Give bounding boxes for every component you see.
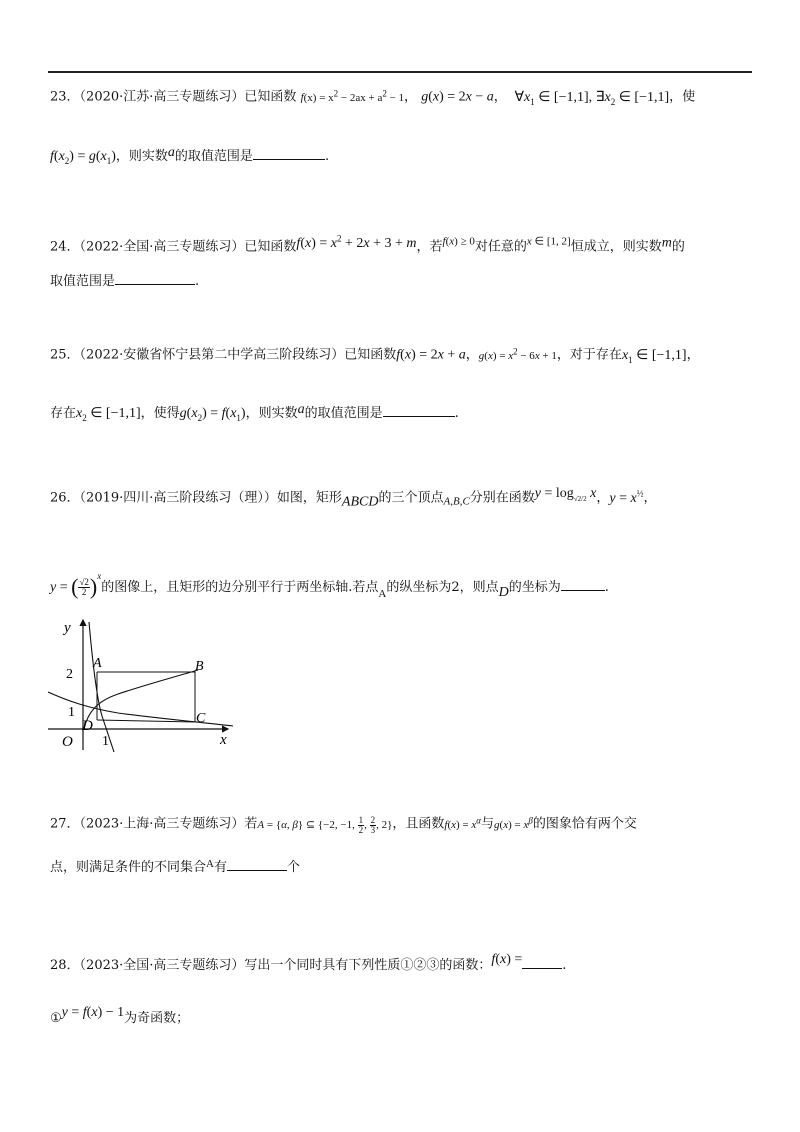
formula: $y = x^{\frac{1}{2}}$ — [609, 488, 644, 506]
formula: x ∈ [1, 2] — [526, 235, 571, 248]
formula: y = f(x) − 1 — [61, 1005, 125, 1020]
problem-source: （2019·四川·高三阶段练习（理）） — [79, 490, 277, 506]
label-a: A — [93, 656, 102, 671]
label-tick-y1: 1 — [68, 705, 75, 720]
problem-27-line-2: 点，则满足条件的不同集合$^A$有 个 — [50, 858, 300, 875]
problem-number: 26． — [50, 490, 80, 506]
problem-25-line-1: 25．（2022·安徽省怀宁县第二中学高三阶段练习）已知函数f(x) = 2x + a，$g(x) = x^2 - 6x + 1$，对于存在$x_1$ ∈ [−1,1]， — [50, 346, 700, 365]
problem-23-line-1: 23．（2020·江苏·高三专题练习）已知函数 $f(x) = x^2 - 2ax + a^2 - 1$， g(x) = 2x − a， $\forall x_1$ ∈ [−1,1], $\exists x_2$ ∈ [−1,1]，使 — [50, 88, 696, 107]
problem-source: （2022·全国·高三专题练习） — [79, 239, 245, 255]
problem-source: （2022·安徽省怀宁县第二中学高三阶段练习） — [79, 347, 345, 363]
problem-23-line-2: $f(x_2) = g(x_1)$，则实数a的取值范围是 . — [50, 145, 330, 166]
problem-source: （2020·江苏·高三专题练习） — [79, 89, 245, 105]
formula: $f(x) = x^\alpha$ — [444, 815, 482, 831]
problem-24-line-2: 取值范围是 . — [50, 274, 200, 289]
formula: $x_2$ ∈ [−1,1] — [76, 406, 141, 423]
formula: y = ( $\frac{√2}{2}$ )$^x$ — [50, 571, 102, 599]
answer-blank[interactable] — [561, 578, 605, 591]
label-d: D — [82, 718, 93, 734]
label-origin: O — [62, 734, 73, 750]
problem-number: 27． — [50, 816, 80, 832]
answer-blank[interactable] — [522, 956, 562, 969]
formula: f(x) = 2x + a — [396, 347, 466, 363]
formula: A = {α, β} ⊆ {−2, −1, $\frac{1}{2}$ , $\frac{2}{3}$ , 2} — [257, 814, 393, 835]
answer-blank[interactable] — [115, 272, 195, 285]
formula: f(x) = — [491, 952, 523, 967]
formula: g — [421, 89, 429, 105]
problem-28-line-1: 28．（2023·全国·高三专题练习）写出一个同时具有下列性质①②③的函数：f(x) = . — [50, 952, 567, 973]
label-c: C — [196, 711, 206, 726]
problem-26-line-2: y = ( $\frac{√2}{2}$ )$^x$的图像上，且矩形的边分别平行于两坐标轴.若点$_A$的纵坐标为2，则点D的坐标为 . — [50, 571, 609, 600]
formula: $g(x) = x^2 - 6x + 1$ — [478, 346, 557, 362]
problem-number: 24． — [50, 239, 80, 255]
problem-24-line-1: 24．（2022·全国·高三专题练习）已知函数$f(x) = x^2 + 2x + 3 + m$，若$^{f(x) \ge 0}$对任意的$^{x \in [1, 2]}$恒成立，则实数m的 — [50, 233, 685, 255]
problem-26-line-1: 26．（2019·四川·高三阶段练习（理））如图，矩形ABCD的三个顶点$_{A,B,C}$分别在函数$y = \log_{√2/2} x$，$y = x^{\frac{1}{2}}$， — [50, 485, 657, 510]
formula: f(x) ≥ 0 — [442, 235, 475, 248]
label-tick-x1: 1 — [102, 734, 109, 749]
formula: $g(x) = x^\beta$ — [494, 815, 533, 831]
problem-source: （2023·全国·高三专题练习） — [79, 958, 245, 973]
label-x: x — [220, 732, 227, 748]
formula: $x_1$ ∈ [−1,1] — [621, 347, 687, 365]
formula: $f(x) = x^2 + 2x + 3 + m$ — [296, 233, 417, 251]
problem-number: 23． — [50, 89, 80, 105]
formula: $g(x_2) = f(x_1)$ — [179, 406, 246, 423]
problem-number: 25． — [50, 347, 80, 363]
formula: $f(x_2) = g(x_1)$ — [50, 149, 116, 166]
label-b: B — [195, 659, 204, 674]
problem-28-line-2: ①y = f(x) − 1为奇函数； — [50, 1005, 190, 1026]
formula: $y = \log_{√2/2} x$ — [534, 485, 597, 503]
problem-25-line-2: 存在$x_2$ ∈ [−1,1]，使得$g(x_2) = f(x_1)$，则实数a的取值范围是 . — [50, 402, 459, 423]
problem-number: 28． — [50, 958, 80, 973]
answer-blank[interactable] — [383, 404, 455, 417]
problem-source: （2023·上海·高三专题练习） — [79, 816, 245, 832]
answer-blank[interactable] — [227, 858, 287, 871]
property-1-marker: ① — [50, 1011, 62, 1026]
formula: $\forall x_1$ ∈ [−1,1], $\exists x_2$ ∈ [−1,1] — [510, 89, 670, 107]
top-rule — [48, 71, 752, 73]
label-tick-y2: 2 — [66, 667, 73, 682]
problem-27-line-1: 27．（2023·上海·高三专题练习）若A = {α, β} ⊆ {−2, −1, $\frac{1}{2}$ , $\frac{2}{3}$ , 2}，且函数$f(x) = x^\alpha$与$g(x) = x^\beta$的图象恰有两个交 — [50, 814, 637, 835]
figure-26 — [48, 616, 248, 756]
label-y: y — [64, 620, 71, 636]
answer-blank[interactable] — [253, 147, 325, 160]
formula: f — [300, 91, 304, 104]
